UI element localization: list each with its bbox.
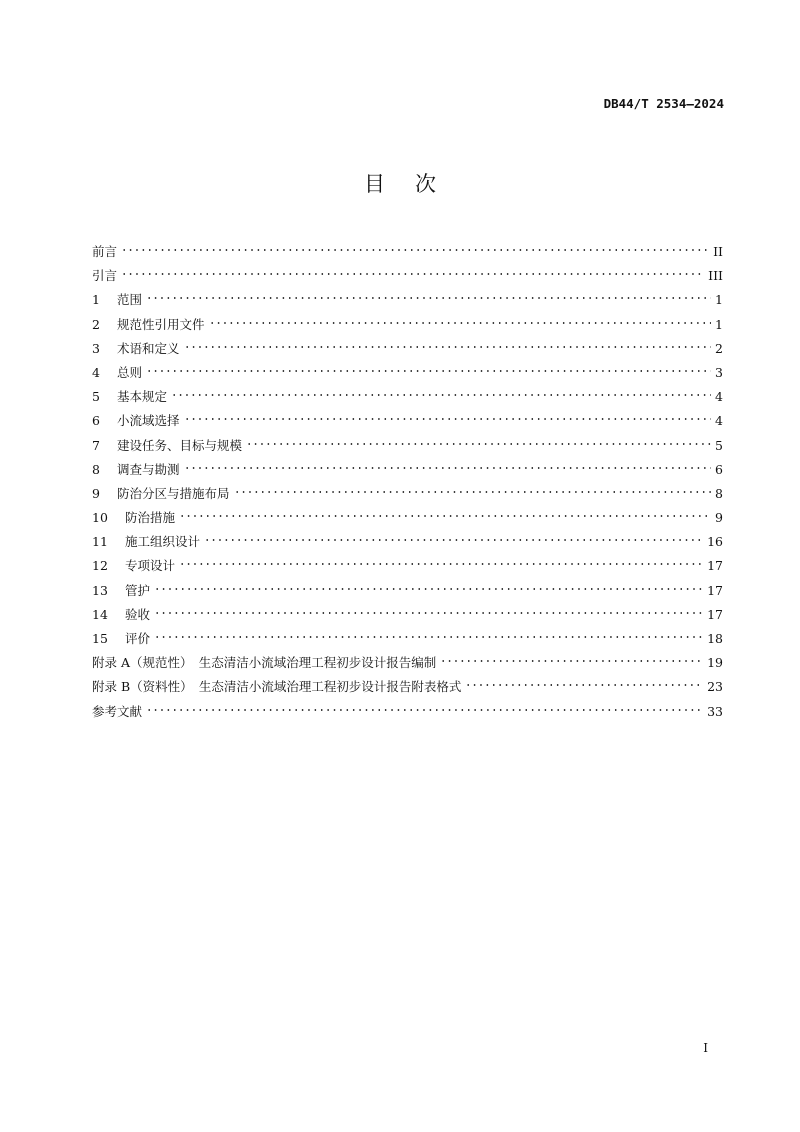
toc-entry-label: 施工组织设计 [125,534,201,550]
toc-entry-page: 1 [715,315,723,335]
dot-leader [184,454,711,474]
dot-leader [154,575,703,595]
dot-leader [121,236,709,256]
toc-entry-label: 管护 [125,582,151,598]
toc-entry-page: 4 [715,387,723,407]
dot-leader [234,478,711,498]
toc-entry[interactable] [92,405,723,429]
toc-entry[interactable] [92,333,723,357]
dot-leader [209,309,711,329]
page-title: 目次 [364,172,466,196]
toc-entry[interactable] [92,260,723,284]
toc-entry[interactable] [92,478,723,502]
toc-entry[interactable] [92,430,723,454]
toc-entry-page: 17 [707,581,723,601]
toc-entry-page: 5 [715,436,723,456]
toc-entry-page: 33 [707,702,723,722]
toc-entry-number: 5 [92,389,100,405]
toc-entry-label: 参考文献 [92,703,143,719]
dot-leader [440,647,703,667]
toc-entry[interactable] [92,550,723,574]
toc-entry-page: 9 [715,508,723,528]
toc-entry-label: 专项设计 [125,558,176,574]
toc-entry-number: 2 [92,316,100,332]
toc-entry-label: 调查与勘测 [117,461,180,477]
dot-leader [121,260,704,280]
toc-entry[interactable] [92,623,723,647]
toc-entry[interactable] [92,526,723,550]
toc-entry-label: 防治分区与措施布局 [117,485,230,501]
toc-entry-page: 18 [707,629,723,649]
toc-entry-label: 小流域选择 [117,413,180,429]
toc-entry-page: 2 [715,339,723,359]
toc-entry-label: 术语和定义 [117,340,180,356]
toc-entry-page: 8 [715,484,723,504]
toc-entry-page: III [708,266,723,286]
toc-entry-page: 16 [707,532,723,552]
toc-entry-page: 1 [715,290,723,310]
dot-leader [154,623,703,643]
toc-entry-number: 14 [92,606,108,622]
page-number: I [703,1041,708,1055]
dot-leader [204,526,703,546]
toc-entry-label: 建设任务、目标与规模 [117,437,243,453]
toc-entry-page: II [713,242,723,262]
toc-entry-label: 防治措施 [125,510,176,526]
toc-entry-number: 11 [92,534,108,550]
toc-entry-page: 23 [707,677,723,697]
toc-entry-label: 验收 [125,606,151,622]
dot-leader [171,381,711,401]
toc-entry[interactable] [92,454,723,478]
toc-entry-number: 1 [92,292,100,308]
toc-entry[interactable] [92,696,723,720]
toc-entry[interactable] [92,309,723,333]
dot-leader [154,599,703,619]
toc-entry-page: 6 [715,460,723,480]
dot-leader [146,357,711,377]
toc-entry-label: 引言 [92,268,118,284]
toc-entry[interactable] [92,647,723,671]
toc-entry[interactable] [92,671,723,695]
toc-entry-number: 10 [92,510,108,526]
table-of-contents [92,236,723,720]
toc-entry-page: 19 [707,653,723,673]
toc-entry-number: 8 [92,461,100,477]
toc-entry-page: 17 [707,605,723,625]
toc-entry-number: 6 [92,413,100,429]
toc-entry-number: 13 [92,582,108,598]
toc-entry[interactable] [92,599,723,623]
toc-entry-number: 3 [92,340,100,356]
toc-entry-page: 4 [715,411,723,431]
toc-entry-label: 基本规定 [117,389,168,405]
toc-entry[interactable] [92,357,723,381]
dot-leader [246,430,711,450]
dot-leader [146,284,711,304]
toc-entry-number: 4 [92,364,100,380]
dot-leader [179,550,703,570]
dot-leader [184,333,711,353]
dot-leader [465,671,703,691]
dot-leader [179,502,711,522]
toc-entry[interactable] [92,381,723,405]
toc-entry-number: 9 [92,485,100,501]
toc-entry[interactable] [92,284,723,308]
toc-entry-label: 规范性引用文件 [117,316,205,332]
dot-leader [146,696,703,716]
toc-entry-label: 附录 B（资料性） 生态清洁小流域治理工程初步设计报告附表格式 [92,679,462,695]
toc-entry-label: 范围 [117,292,143,308]
toc-entry-number: 7 [92,437,100,453]
toc-entry-label: 评价 [125,631,151,646]
toc-entry-page: 3 [715,363,723,383]
toc-entry[interactable] [92,502,723,526]
toc-entry[interactable] [92,236,723,260]
toc-entry-number: 12 [92,558,108,574]
toc-entry[interactable] [92,575,723,599]
toc-entry-label: 总则 [117,364,143,380]
dot-leader [184,405,711,425]
toc-entry-label: 附录 A（规范性） 生态清洁小流域治理工程初步设计报告编制 [92,655,437,671]
toc-entry-number: 15 [92,631,108,646]
toc-entry-page: 17 [707,556,723,576]
toc-entry-label: 前言 [92,244,118,259]
document-id: DB44/T 2534—2024 [603,96,724,111]
